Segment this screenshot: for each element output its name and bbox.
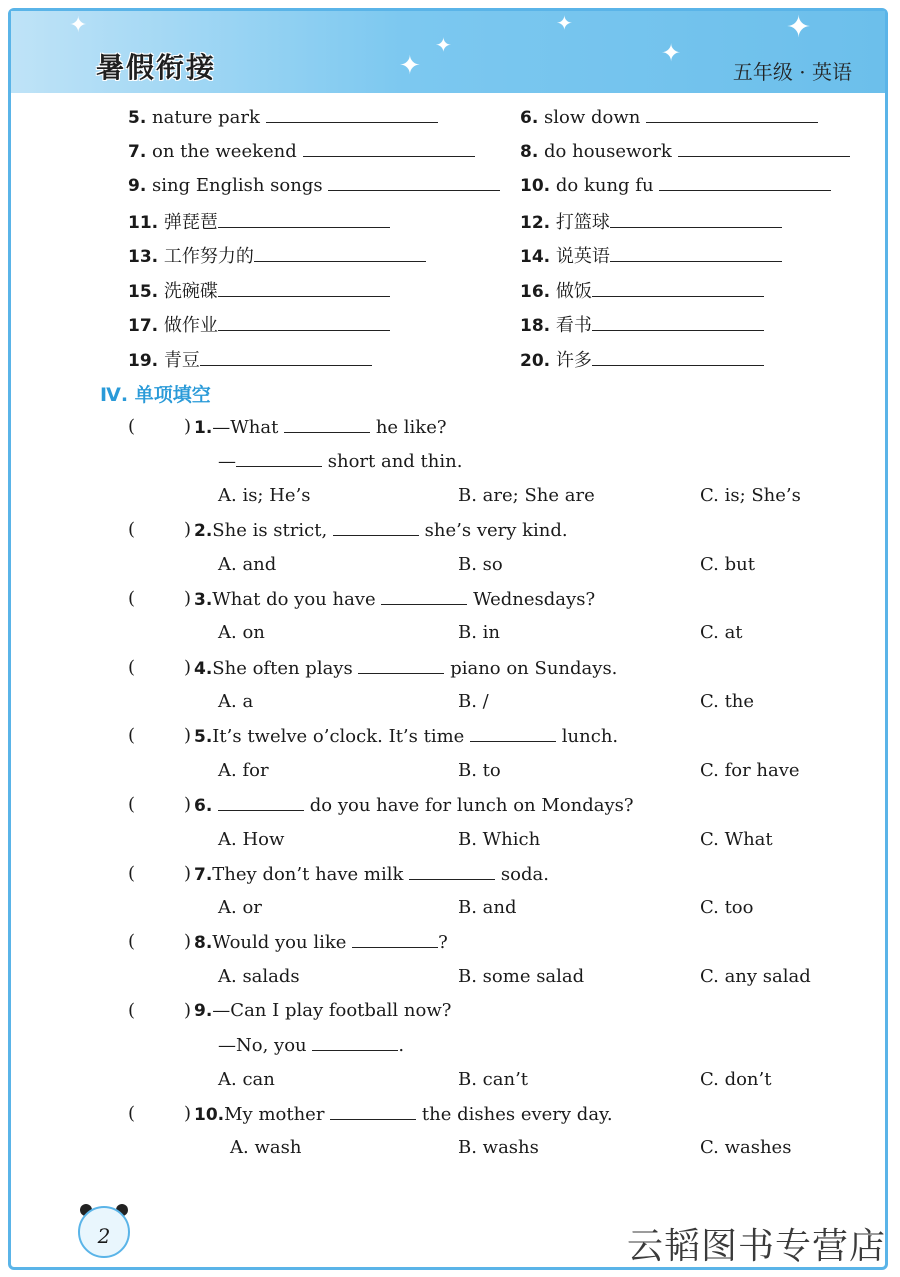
vocab-item: 7. on the weekend — [128, 140, 475, 162]
answer-paren-open: ( — [128, 725, 136, 746]
question-line: 10.My mother the dishes every day. — [194, 1104, 613, 1125]
answer-paren-open: ( — [128, 931, 136, 952]
question-line-2: —No, you . — [218, 1035, 405, 1056]
option-a[interactable]: A. is; He’s — [218, 485, 311, 506]
answer-blank[interactable] — [328, 174, 500, 191]
option-a[interactable]: A. and — [218, 554, 277, 575]
answer-blank[interactable] — [646, 106, 818, 123]
answer-blank[interactable] — [358, 657, 444, 674]
option-c[interactable]: C. What — [700, 829, 773, 850]
vocab-item: 14. 说英语 — [520, 242, 782, 268]
answer-blank[interactable] — [200, 349, 372, 366]
vocab-item: 5. nature park — [128, 106, 438, 128]
answer-blank[interactable] — [236, 450, 322, 467]
option-a[interactable]: A. How — [218, 829, 285, 850]
vocab-item: 12. 打篮球 — [520, 208, 782, 234]
option-c[interactable]: C. washes — [700, 1137, 792, 1158]
vocab-item: 8. do housework — [520, 140, 850, 162]
answer-blank[interactable] — [678, 140, 850, 157]
answer-blank[interactable] — [218, 280, 390, 297]
star-icon: ✦ — [69, 13, 88, 38]
option-b[interactable]: B. some salad — [458, 966, 585, 987]
answer-paren-close: ) — [184, 1000, 192, 1021]
answer-paren-close: ) — [184, 1103, 192, 1124]
answer-blank[interactable] — [312, 1034, 398, 1051]
answer-paren-close: ) — [184, 794, 192, 815]
option-a[interactable]: A. salads — [218, 966, 300, 987]
option-b[interactable]: B. Which — [458, 829, 541, 850]
option-c[interactable]: C. for have — [700, 760, 800, 781]
option-c[interactable]: C. at — [700, 622, 743, 643]
page-number: 2 — [78, 1206, 130, 1258]
option-b[interactable]: B. to — [458, 760, 501, 781]
vocab-item: 19. 青豆 — [128, 346, 372, 372]
answer-paren-close: ) — [184, 519, 192, 540]
grade-subject: 五年级 · 英语 — [732, 60, 852, 84]
question-line: 2.She is strict, she’s very kind. — [194, 520, 568, 541]
option-c[interactable]: C. is; She’s — [700, 485, 801, 506]
answer-blank[interactable] — [610, 245, 782, 262]
answer-paren-open: ( — [128, 588, 136, 609]
answer-paren-close: ) — [184, 863, 192, 884]
option-b[interactable]: B. / — [458, 691, 489, 712]
answer-blank[interactable] — [352, 931, 438, 948]
question-line: 6. do you have for lunch on Mondays? — [194, 795, 634, 816]
option-c[interactable]: C. don’t — [700, 1069, 772, 1090]
answer-paren-open: ( — [128, 416, 136, 437]
answer-paren-close: ) — [184, 725, 192, 746]
answer-paren-close: ) — [184, 588, 192, 609]
vocab-item: 13. 工作努力的 — [128, 242, 426, 268]
answer-paren-close: ) — [184, 657, 192, 678]
option-a[interactable]: A. on — [218, 622, 265, 643]
answer-blank[interactable] — [409, 863, 495, 880]
answer-blank[interactable] — [284, 416, 370, 433]
answer-paren-open: ( — [128, 519, 136, 540]
answer-blank[interactable] — [303, 140, 475, 157]
star-icon: ✦ — [786, 11, 812, 45]
answer-blank[interactable] — [218, 794, 304, 811]
option-b[interactable]: B. so — [458, 554, 503, 575]
answer-paren-open: ( — [128, 657, 136, 678]
vocab-item: 6. slow down — [520, 106, 818, 128]
vocab-item: 18. 看书 — [520, 311, 764, 337]
vocab-item: 20. 许多 — [520, 346, 764, 372]
answer-blank[interactable] — [254, 245, 426, 262]
option-a[interactable]: A. for — [218, 760, 269, 781]
star-icon: ✦ — [661, 39, 682, 67]
question-line: 8.Would you like ? — [194, 932, 448, 953]
answer-blank[interactable] — [218, 211, 390, 228]
answer-blank[interactable] — [659, 174, 831, 191]
vocab-item: 15. 洗碗碟 — [128, 277, 390, 303]
question-line-2: — short and thin. — [218, 451, 463, 472]
option-b[interactable]: B. washs — [458, 1137, 539, 1158]
option-a[interactable]: A. or — [218, 897, 262, 918]
answer-paren-open: ( — [128, 794, 136, 815]
question-line: 9.—Can I play football now? — [194, 1000, 452, 1021]
vocab-item: 10. do kung fu — [520, 174, 831, 196]
vocab-item: 16. 做饭 — [520, 277, 764, 303]
vocab-item: 9. sing English songs — [128, 174, 500, 196]
question-line: 4.She often plays piano on Sundays. — [194, 658, 618, 679]
star-icon: ✦ — [435, 33, 452, 57]
answer-blank[interactable] — [592, 349, 764, 366]
answer-blank[interactable] — [333, 519, 419, 536]
answer-paren-close: ) — [184, 416, 192, 437]
answer-blank[interactable] — [470, 725, 556, 742]
question-line: 3.What do you have Wednesdays? — [194, 589, 596, 610]
question-line: 1.—What he like? — [194, 417, 447, 438]
answer-paren-open: ( — [128, 1103, 136, 1124]
answer-blank[interactable] — [592, 314, 764, 331]
option-b[interactable]: B. are; She are — [458, 485, 595, 506]
option-a[interactable]: A. a — [218, 691, 254, 712]
option-b[interactable]: B. in — [458, 622, 501, 643]
vocab-item: 11. 弹琵琶 — [128, 208, 390, 234]
option-b[interactable]: B. and — [458, 897, 517, 918]
question-line: 5.It’s twelve o’clock. It’s time lunch. — [194, 726, 619, 747]
store-watermark: 云韬图书专营店 — [626, 1226, 886, 1267]
option-c[interactable]: C. any salad — [700, 966, 811, 987]
question-line: 7.They don’t have milk soda. — [194, 864, 549, 885]
answer-blank[interactable] — [330, 1103, 416, 1120]
option-c[interactable]: C. the — [700, 691, 755, 712]
option-b[interactable]: B. can’t — [458, 1069, 529, 1090]
star-icon: ✦ — [556, 11, 573, 35]
star-icon: ✦ — [399, 51, 421, 81]
answer-blank[interactable] — [610, 211, 782, 228]
option-a[interactable]: A. can — [218, 1069, 275, 1090]
option-c[interactable]: C. too — [700, 897, 754, 918]
vocab-item: 17. 做作业 — [128, 311, 390, 337]
answer-blank[interactable] — [381, 588, 467, 605]
answer-blank[interactable] — [218, 314, 390, 331]
answer-paren-open: ( — [128, 863, 136, 884]
option-c[interactable]: C. but — [700, 554, 755, 575]
answer-paren-open: ( — [128, 1000, 136, 1021]
answer-paren-close: ) — [184, 931, 192, 952]
answer-blank[interactable] — [266, 106, 438, 123]
section-title: Ⅳ. 单项填空 — [100, 384, 211, 406]
answer-blank[interactable] — [592, 280, 764, 297]
option-a[interactable]: A. wash — [230, 1137, 302, 1158]
brand-title: 暑假衔接 — [96, 51, 217, 84]
